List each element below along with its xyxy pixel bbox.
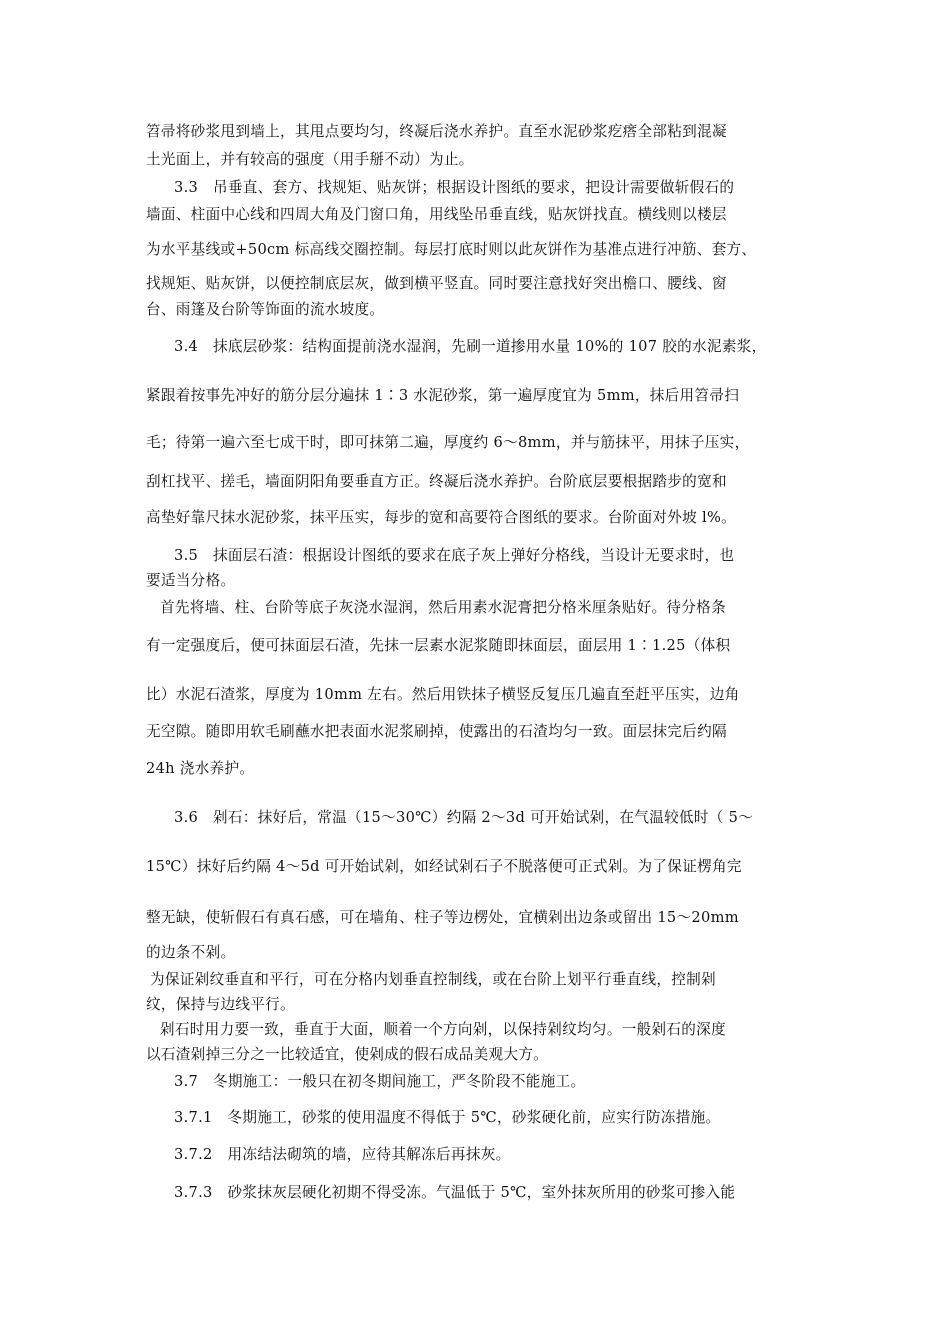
text-line: 毛；待第一遍六至七成干时，即可抹第二遍，厚度约 6～8mm，并与筋抹平，用抹子压实，: [146, 434, 750, 451]
text-line: 紧跟着按事先冲好的筋分层分遍抹 1∶3 水泥砂浆，第一遍厚度宜为 5mm，抹后用笤帚扫: [146, 387, 740, 404]
text-line: 的边条不剁。: [146, 944, 236, 961]
text-line: 找规矩、贴灰饼，以便控制底层灰，做到横平竖直。同时要注意找好突出檐口、腰线、窗: [146, 275, 727, 292]
text-line: 有一定强度后，便可抹面层石渣，先抹一层素水泥浆随即抹面层，面层用 1∶1.25（体积: [146, 637, 731, 654]
section-3-7-heading: 3.7 冬期施工：一般只在初冬期间施工，严冬阶段不能施工。: [174, 1073, 586, 1090]
text-line: 高垫好靠尺抹水泥砂浆，抹平压实，每步的宽和高要符合图纸的要求。台阶面对外坡 l%。: [146, 509, 737, 526]
text-line: 要适当分格。: [146, 572, 236, 589]
section-3-5-heading: 3.5 抹面层石渣：根据设计图纸的要求在底子灰上弹好分格线，当设计无要求时，也: [174, 547, 735, 564]
text-line: 15℃）抹好后约隔 4～5d 可开始试剁，如经试剁石子不脱落便可正式剁。为了保证楞角完: [146, 858, 742, 875]
section-3-7-3-heading: 3.7.3 砂浆抹灰层硬化初期不得受冻。气温低于 5℃，室外抹灰所用的砂浆可掺入能: [174, 1184, 736, 1201]
text-line: 24h 浇水养护。: [146, 760, 255, 777]
text-line: 刮杠找平、搓毛，墙面阴阳角要垂直方正。终凝后浇水养护。台阶底层要根据踏步的宽和: [146, 473, 727, 490]
text-line: 整无缺，使斩假石有真石感，可在墙角、柱子等边楞处，宜横剁出边条或留出 15～20mm: [146, 909, 739, 926]
text-line: 首先将墙、柱、台阶等底子灰浇水湿润，然后用素水泥膏把分格米厘条贴好。待分格条: [160, 599, 726, 616]
text-line: 笤帚将砂浆甩到墙上，其甩点要均匀，终凝后浇水养护。直至水泥砂浆疙瘩全部粘到混凝: [146, 123, 727, 140]
text-line: 剁石时用力要一致，垂直于大面，顺着一个方向剁，以保持剁纹均匀。一般剁石的深度: [160, 1021, 726, 1038]
text-line: 无空隙。随即用软毛刷蘸水把表面水泥浆刷掉，使露出的石渣均匀一致。面层抹完后约隔: [146, 723, 727, 740]
text-line: 土光面上，并有较高的强度（用手掰不动）为止。: [146, 151, 474, 168]
text-line: 纹，保持与边线平行。: [146, 996, 295, 1013]
text-line: 为保证剁纹垂直和平行，可在分格内划垂直控制线，或在台阶上划平行垂直线，控制剁: [150, 971, 716, 988]
text-line: 为水平基线或+50cm 标高线交圈控制。每层打底时则以此灰饼作为基准点进行冲筋、套方、: [146, 241, 757, 258]
section-3-6-heading: 3.6 剁石：抹好后，常温（15～30℃）约隔 2～3d 可开始试剁，在气温较低时（ 5～: [174, 809, 754, 826]
section-3-7-1-heading: 3.7.1 冬期施工，砂浆的使用温度不得低于 5℃，砂浆硬化前，应实行防冻措施。: [174, 1109, 721, 1126]
text-line: 比）水泥石渣浆，厚度为 10mm 左右。然后用铁抹子横竖反复压几遍直至赶平压实，边角: [146, 686, 740, 703]
section-3-3-heading: 3.3 吊垂直、套方、找规矩、贴灰饼；根据设计图纸的要求，把设计需要做斩假石的: [174, 179, 735, 196]
section-3-7-2-heading: 3.7.2 用冻结法砌筑的墙，应待其解冻后再抹灰。: [174, 1146, 511, 1163]
section-3-4-heading: 3.4 抹底层砂浆：结构面提前浇水湿润，先刷一道掺用水量 10%的 107 胶的水泥素浆，: [174, 338, 767, 355]
text-line: 以石渣剁掉三分之一比较适宜，使剁成的假石成品美观大方。: [146, 1046, 549, 1063]
text-line: 墙面、柱面中心线和四周大角及门窗口角，用线坠吊垂直线，贴灰饼找直。横线则以楼层: [146, 206, 727, 223]
text-line: 台、雨篷及台阶等饰面的流水坡度。: [146, 301, 385, 318]
